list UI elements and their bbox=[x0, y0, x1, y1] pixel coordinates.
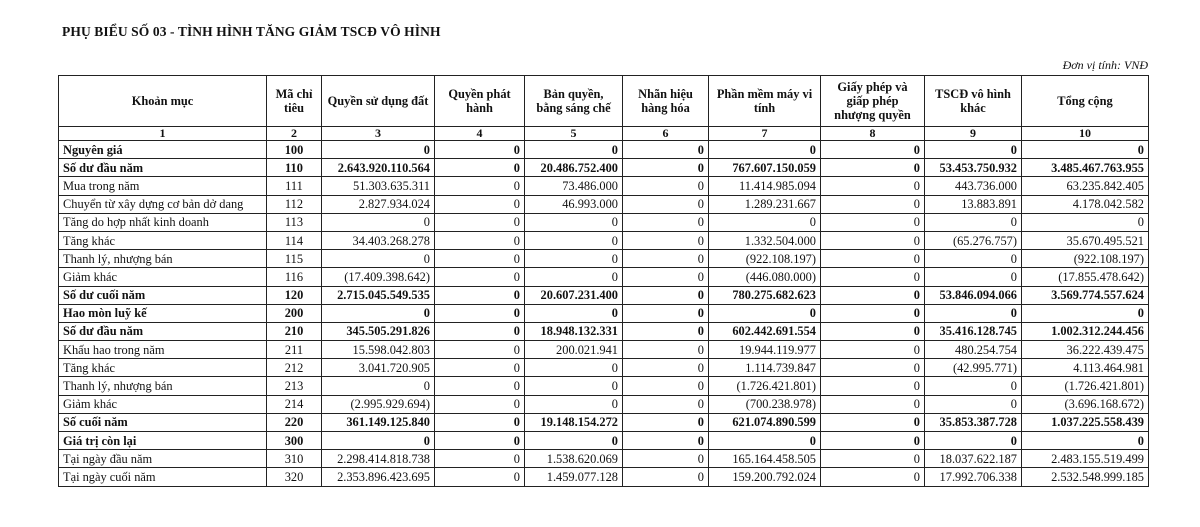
row-code: 111 bbox=[267, 177, 322, 195]
cell-value: 0 bbox=[525, 250, 623, 268]
row-code: 200 bbox=[267, 304, 322, 322]
table-row bbox=[59, 322, 1149, 340]
cell-value: 0 bbox=[525, 377, 623, 395]
cell-value: 159.200.792.024 bbox=[709, 468, 821, 486]
cell-value: 0 bbox=[322, 377, 435, 395]
cell-value: 0 bbox=[435, 341, 525, 359]
cell-value: 35.853.387.728 bbox=[925, 413, 1022, 431]
cell-value: 0 bbox=[623, 286, 709, 304]
col-header-copyrights-patents: Bản quyền, bằng sáng chế bbox=[525, 76, 623, 127]
cell-value: 20.486.752.400 bbox=[525, 159, 623, 177]
cell-value: 15.598.042.803 bbox=[322, 341, 435, 359]
cell-value: 0 bbox=[925, 304, 1022, 322]
cell-value: 0 bbox=[435, 141, 525, 159]
cell-value: 0 bbox=[821, 413, 925, 431]
row-code: 114 bbox=[267, 231, 322, 249]
col-header-trademarks: Nhãn hiệu hàng hóa bbox=[623, 76, 709, 127]
cell-value: 0 bbox=[623, 159, 709, 177]
cell-value: 0 bbox=[821, 159, 925, 177]
cell-value: 0 bbox=[525, 213, 623, 231]
row-label: Tăng do hợp nhất kinh doanh bbox=[59, 213, 267, 231]
table-row bbox=[59, 213, 1149, 231]
cell-value: (42.995.771) bbox=[925, 359, 1022, 377]
table-row bbox=[59, 450, 1149, 468]
row-code: 110 bbox=[267, 159, 322, 177]
col-header-item: Khoản mục bbox=[59, 76, 267, 127]
cell-value: (922.108.197) bbox=[1022, 250, 1149, 268]
cell-value: (1.726.421.801) bbox=[1022, 377, 1149, 395]
cell-value: 1.459.077.128 bbox=[525, 468, 623, 486]
table-row bbox=[59, 231, 1149, 249]
cell-value: 0 bbox=[623, 322, 709, 340]
cell-value: 0 bbox=[623, 268, 709, 286]
cell-value: 35.416.128.745 bbox=[925, 322, 1022, 340]
cell-value: 63.235.842.405 bbox=[1022, 177, 1149, 195]
cell-value: 0 bbox=[322, 304, 435, 322]
row-label: Mua trong năm bbox=[59, 177, 267, 195]
cell-value: 0 bbox=[525, 141, 623, 159]
row-label: Chuyển từ xây dựng cơ bản dở dang bbox=[59, 195, 267, 213]
row-label: Thanh lý, nhượng bán bbox=[59, 250, 267, 268]
cell-value: 4.178.042.582 bbox=[1022, 195, 1149, 213]
row-code: 213 bbox=[267, 377, 322, 395]
row-code: 310 bbox=[267, 450, 322, 468]
cell-value: 0 bbox=[925, 377, 1022, 395]
cell-value: 0 bbox=[925, 250, 1022, 268]
cell-value: 0 bbox=[623, 304, 709, 322]
cell-value: 2.532.548.999.185 bbox=[1022, 468, 1149, 486]
cell-value: 2.643.920.110.564 bbox=[322, 159, 435, 177]
cell-value: 0 bbox=[435, 177, 525, 195]
table-row bbox=[59, 377, 1149, 395]
cell-value: 1.289.231.667 bbox=[709, 195, 821, 213]
cell-value: 18.948.132.331 bbox=[525, 322, 623, 340]
cell-value: 0 bbox=[435, 432, 525, 450]
col-index: 8 bbox=[821, 127, 925, 141]
col-index: 6 bbox=[623, 127, 709, 141]
cell-value: 0 bbox=[709, 141, 821, 159]
cell-value: 0 bbox=[821, 468, 925, 486]
cell-value: 0 bbox=[821, 286, 925, 304]
cell-value: 0 bbox=[435, 322, 525, 340]
col-index: 10 bbox=[1022, 127, 1149, 141]
cell-value: 1.002.312.244.456 bbox=[1022, 322, 1149, 340]
cell-value: 480.254.754 bbox=[925, 341, 1022, 359]
cell-value: (2.995.929.694) bbox=[322, 395, 435, 413]
table-body bbox=[59, 141, 1149, 487]
cell-value: 13.883.891 bbox=[925, 195, 1022, 213]
cell-value: 51.303.635.311 bbox=[322, 177, 435, 195]
cell-value: 0 bbox=[435, 395, 525, 413]
table-row bbox=[59, 286, 1149, 304]
cell-value: 0 bbox=[435, 413, 525, 431]
row-code: 210 bbox=[267, 322, 322, 340]
cell-value: 17.992.706.338 bbox=[925, 468, 1022, 486]
cell-value: 0 bbox=[623, 413, 709, 431]
cell-value: 73.486.000 bbox=[525, 177, 623, 195]
cell-value: 2.715.045.549.535 bbox=[322, 286, 435, 304]
cell-value: 0 bbox=[435, 213, 525, 231]
cell-value: 0 bbox=[821, 304, 925, 322]
table-row bbox=[59, 268, 1149, 286]
row-label: Tại ngày đầu năm bbox=[59, 450, 267, 468]
col-index: 7 bbox=[709, 127, 821, 141]
cell-value: 0 bbox=[925, 395, 1022, 413]
cell-value: 0 bbox=[435, 450, 525, 468]
cell-value: 0 bbox=[623, 341, 709, 359]
cell-value: 200.021.941 bbox=[525, 341, 623, 359]
cell-value: 0 bbox=[709, 213, 821, 231]
table-row bbox=[59, 413, 1149, 431]
cell-value: 2.827.934.024 bbox=[322, 195, 435, 213]
cell-value: 0 bbox=[925, 141, 1022, 159]
cell-value: 0 bbox=[821, 141, 925, 159]
table-row bbox=[59, 250, 1149, 268]
cell-value: (446.080.000) bbox=[709, 268, 821, 286]
cell-value: 46.993.000 bbox=[525, 195, 623, 213]
col-header-other-intangibles: TSCĐ vô hình khác bbox=[925, 76, 1022, 127]
cell-value: 1.114.739.847 bbox=[709, 359, 821, 377]
col-header-issuance-rights: Quyền phát hành bbox=[435, 76, 525, 127]
cell-value: 0 bbox=[925, 432, 1022, 450]
cell-value: 0 bbox=[435, 250, 525, 268]
row-code: 112 bbox=[267, 195, 322, 213]
cell-value: 780.275.682.623 bbox=[709, 286, 821, 304]
cell-value: 0 bbox=[525, 359, 623, 377]
page-title: PHỤ BIỂU SỐ 03 - TÌNH HÌNH TĂNG GIẢM TSCĐ VÔ HÌNH bbox=[62, 24, 441, 39]
cell-value: 0 bbox=[709, 304, 821, 322]
table-row bbox=[59, 359, 1149, 377]
cell-value: 767.607.150.059 bbox=[709, 159, 821, 177]
row-code: 214 bbox=[267, 395, 322, 413]
cell-value: 0 bbox=[525, 395, 623, 413]
cell-value: 0 bbox=[821, 177, 925, 195]
cell-value: 19.148.154.272 bbox=[525, 413, 623, 431]
table-row bbox=[59, 432, 1149, 450]
cell-value: 0 bbox=[525, 304, 623, 322]
cell-value: 53.453.750.932 bbox=[925, 159, 1022, 177]
row-label: Số dư đầu năm bbox=[59, 159, 267, 177]
row-code: 212 bbox=[267, 359, 322, 377]
col-header-software: Phần mềm máy vi tính bbox=[709, 76, 821, 127]
row-label: Tại ngày cuối năm bbox=[59, 468, 267, 486]
cell-value: 361.149.125.840 bbox=[322, 413, 435, 431]
cell-value: 0 bbox=[821, 213, 925, 231]
cell-value: 165.164.458.505 bbox=[709, 450, 821, 468]
cell-value: 0 bbox=[525, 231, 623, 249]
cell-value: 0 bbox=[435, 268, 525, 286]
col-header-land-use-rights: Quyền sử dụng đất bbox=[322, 76, 435, 127]
row-label: Khấu hao trong năm bbox=[59, 341, 267, 359]
cell-value: 0 bbox=[821, 395, 925, 413]
cell-value: 0 bbox=[322, 250, 435, 268]
col-index: 5 bbox=[525, 127, 623, 141]
cell-value: 0 bbox=[435, 468, 525, 486]
cell-value: 345.505.291.826 bbox=[322, 322, 435, 340]
row-label: Thanh lý, nhượng bán bbox=[59, 377, 267, 395]
header-row bbox=[59, 76, 1149, 127]
row-label: Số dư cuối năm bbox=[59, 286, 267, 304]
cell-value: 0 bbox=[821, 195, 925, 213]
row-label: Giảm khác bbox=[59, 395, 267, 413]
cell-value: 4.113.464.981 bbox=[1022, 359, 1149, 377]
cell-value: (1.726.421.801) bbox=[709, 377, 821, 395]
table-row bbox=[59, 141, 1149, 159]
cell-value: 0 bbox=[709, 432, 821, 450]
table-row bbox=[59, 341, 1149, 359]
col-header-total: Tổng cộng bbox=[1022, 76, 1149, 127]
cell-value: 0 bbox=[525, 432, 623, 450]
cell-value: 0 bbox=[623, 450, 709, 468]
cell-value: 0 bbox=[435, 195, 525, 213]
table-row bbox=[59, 468, 1149, 486]
cell-value: 0 bbox=[1022, 213, 1149, 231]
column-index-row bbox=[59, 127, 1149, 141]
row-label: Giảm khác bbox=[59, 268, 267, 286]
cell-value: 0 bbox=[925, 268, 1022, 286]
cell-value: (65.276.757) bbox=[925, 231, 1022, 249]
cell-value: 0 bbox=[435, 304, 525, 322]
cell-value: 2.483.155.519.499 bbox=[1022, 450, 1149, 468]
table-row bbox=[59, 195, 1149, 213]
intangible-assets-table bbox=[58, 75, 1149, 487]
row-code: 300 bbox=[267, 432, 322, 450]
cell-value: 20.607.231.400 bbox=[525, 286, 623, 304]
row-code: 100 bbox=[267, 141, 322, 159]
cell-value: 0 bbox=[1022, 141, 1149, 159]
cell-value: 11.414.985.094 bbox=[709, 177, 821, 195]
unit-label: Đơn vị tính: VNĐ bbox=[1062, 58, 1148, 72]
row-code: 320 bbox=[267, 468, 322, 486]
table-row bbox=[59, 304, 1149, 322]
row-code: 211 bbox=[267, 341, 322, 359]
cell-value: 19.944.119.977 bbox=[709, 341, 821, 359]
cell-value: 1.037.225.558.439 bbox=[1022, 413, 1149, 431]
cell-value: 0 bbox=[623, 250, 709, 268]
col-index: 2 bbox=[267, 127, 322, 141]
cell-value: 621.074.890.599 bbox=[709, 413, 821, 431]
cell-value: 0 bbox=[1022, 432, 1149, 450]
cell-value: 443.736.000 bbox=[925, 177, 1022, 195]
cell-value: 602.442.691.554 bbox=[709, 322, 821, 340]
cell-value: 3.569.774.557.624 bbox=[1022, 286, 1149, 304]
col-index: 9 bbox=[925, 127, 1022, 141]
cell-value: 0 bbox=[821, 450, 925, 468]
cell-value: 0 bbox=[623, 195, 709, 213]
cell-value: 0 bbox=[322, 141, 435, 159]
row-code: 120 bbox=[267, 286, 322, 304]
row-code: 220 bbox=[267, 413, 322, 431]
cell-value: (922.108.197) bbox=[709, 250, 821, 268]
row-label: Tăng khác bbox=[59, 231, 267, 249]
cell-value: 34.403.268.278 bbox=[322, 231, 435, 249]
col-index: 3 bbox=[322, 127, 435, 141]
row-code: 116 bbox=[267, 268, 322, 286]
cell-value: 0 bbox=[623, 395, 709, 413]
cell-value: 0 bbox=[623, 468, 709, 486]
cell-value: 35.670.495.521 bbox=[1022, 231, 1149, 249]
cell-value: 0 bbox=[623, 432, 709, 450]
cell-value: 0 bbox=[435, 231, 525, 249]
row-code: 115 bbox=[267, 250, 322, 268]
row-label: Tăng khác bbox=[59, 359, 267, 377]
cell-value: 0 bbox=[821, 231, 925, 249]
cell-value: 3.041.720.905 bbox=[322, 359, 435, 377]
cell-value: 0 bbox=[821, 341, 925, 359]
cell-value: (17.855.478.642) bbox=[1022, 268, 1149, 286]
cell-value: 0 bbox=[925, 213, 1022, 231]
row-label: Nguyên giá bbox=[59, 141, 267, 159]
cell-value: 3.485.467.763.955 bbox=[1022, 159, 1149, 177]
cell-value: 0 bbox=[821, 359, 925, 377]
cell-value: 0 bbox=[435, 159, 525, 177]
cell-value: (3.696.168.672) bbox=[1022, 395, 1149, 413]
col-index: 4 bbox=[435, 127, 525, 141]
cell-value: 0 bbox=[623, 213, 709, 231]
row-label: Giá trị còn lại bbox=[59, 432, 267, 450]
cell-value: 0 bbox=[525, 268, 623, 286]
cell-value: 0 bbox=[1022, 304, 1149, 322]
cell-value: 0 bbox=[322, 432, 435, 450]
cell-value: 1.332.504.000 bbox=[709, 231, 821, 249]
cell-value: 2.298.414.818.738 bbox=[322, 450, 435, 468]
col-index: 1 bbox=[59, 127, 267, 141]
cell-value: 0 bbox=[821, 250, 925, 268]
cell-value: 0 bbox=[623, 359, 709, 377]
cell-value: 1.538.620.069 bbox=[525, 450, 623, 468]
cell-value: 18.037.622.187 bbox=[925, 450, 1022, 468]
cell-value: 0 bbox=[623, 377, 709, 395]
col-header-licenses: Giấy phép và giấp phép nhượng quyền bbox=[821, 76, 925, 127]
table-row bbox=[59, 395, 1149, 413]
row-label: Số cuối năm bbox=[59, 413, 267, 431]
cell-value: 36.222.439.475 bbox=[1022, 341, 1149, 359]
cell-value: 2.353.896.423.695 bbox=[322, 468, 435, 486]
cell-value: 0 bbox=[322, 213, 435, 231]
cell-value: 0 bbox=[821, 268, 925, 286]
table-row bbox=[59, 159, 1149, 177]
cell-value: (700.238.978) bbox=[709, 395, 821, 413]
cell-value: 0 bbox=[821, 377, 925, 395]
cell-value: 0 bbox=[435, 359, 525, 377]
row-code: 113 bbox=[267, 213, 322, 231]
cell-value: 0 bbox=[435, 377, 525, 395]
cell-value: 0 bbox=[623, 141, 709, 159]
cell-value: 0 bbox=[435, 286, 525, 304]
cell-value: 0 bbox=[821, 322, 925, 340]
cell-value: 0 bbox=[623, 231, 709, 249]
cell-value: 0 bbox=[623, 177, 709, 195]
row-label: Hao mòn luỹ kế bbox=[59, 304, 267, 322]
cell-value: 53.846.094.066 bbox=[925, 286, 1022, 304]
cell-value: (17.409.398.642) bbox=[322, 268, 435, 286]
col-header-code: Mã chỉ tiêu bbox=[267, 76, 322, 127]
cell-value: 0 bbox=[821, 432, 925, 450]
table-row bbox=[59, 177, 1149, 195]
row-label: Số dư đầu năm bbox=[59, 322, 267, 340]
